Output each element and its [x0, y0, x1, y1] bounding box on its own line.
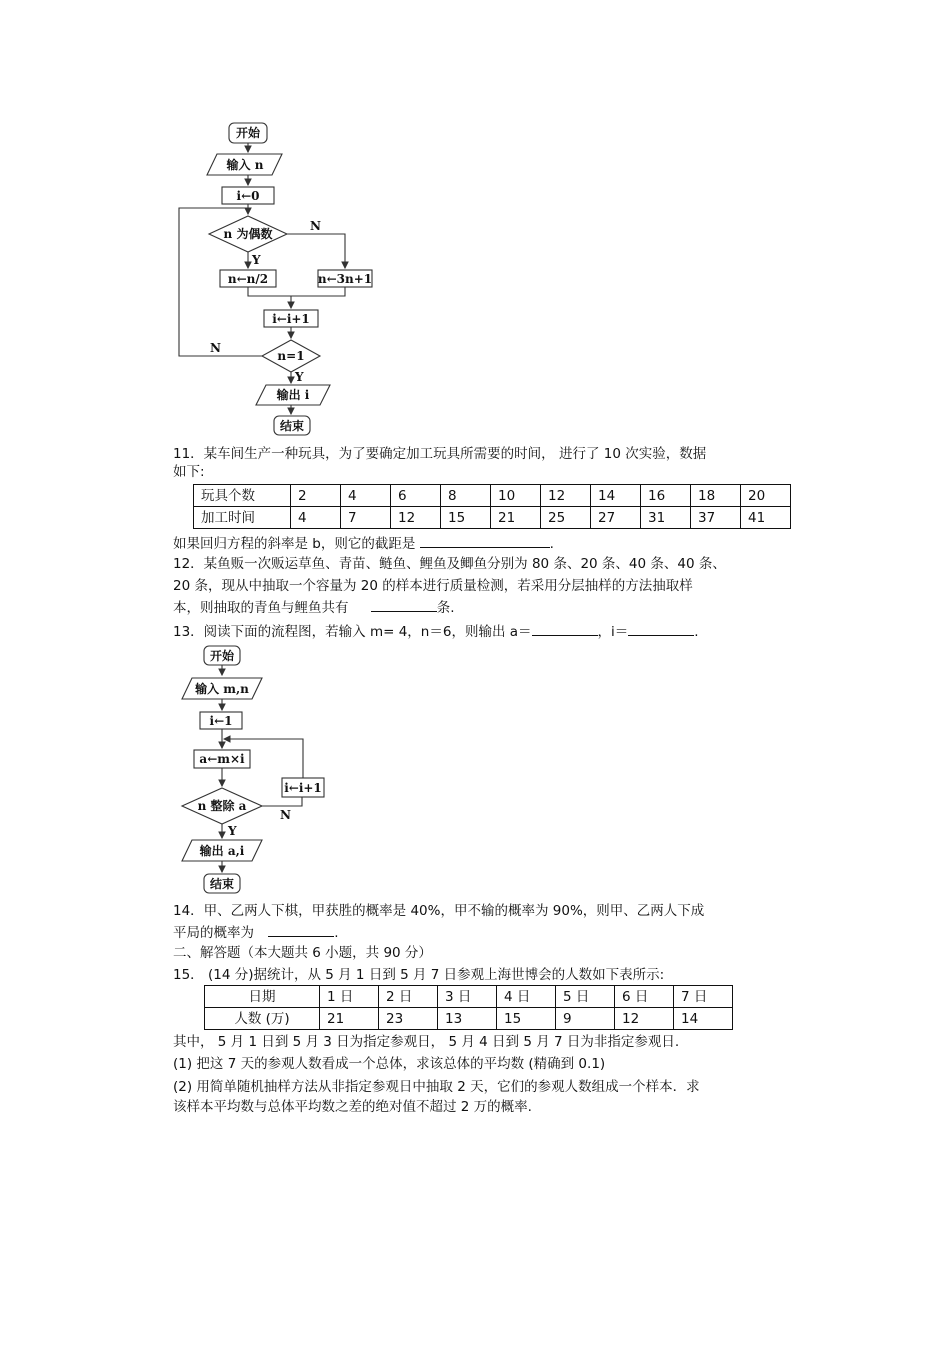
table-cell: 8: [441, 485, 491, 507]
assign-label: a←m×i: [199, 752, 245, 766]
q15-table: [204, 985, 733, 1030]
table-cell: 12: [391, 507, 441, 529]
table-cell: 37: [691, 507, 741, 529]
table-cell: 3 日: [438, 986, 497, 1008]
table-cell: 18: [691, 485, 741, 507]
table-cell: 12: [541, 485, 591, 507]
yes-label: Y: [252, 253, 261, 267]
table-cell: 31: [641, 507, 691, 529]
start-label: 开始: [235, 126, 261, 140]
q12-line3: [173, 597, 455, 617]
answer-blank-i: [628, 621, 694, 636]
table-cell: 5 日: [556, 986, 615, 1008]
triple-label: n←3n+1: [317, 272, 373, 286]
table-cell: 21: [320, 1008, 379, 1030]
q13-mid: ，i＝: [597, 624, 629, 640]
table-cell: 9: [556, 1008, 615, 1030]
q13-line: [173, 621, 699, 641]
no-label: N: [310, 219, 321, 233]
q14-line2-text: 平局的概率为: [173, 925, 254, 941]
output-label: 输出 i: [276, 388, 310, 402]
q11-table: [193, 484, 791, 529]
table-cell: 13: [438, 1008, 497, 1030]
table-cell: 15: [441, 507, 491, 529]
table-cell: 6 日: [615, 986, 674, 1008]
q11-line1: 11．某车间生产一种玩具，为了要确定加工玩具所需要的时间， 进行了 10 次实验，数据: [173, 446, 707, 462]
q15-line1: 15． (14 分)据统计，从 5 月 1 日到 5 月 7 日参观上海世博会的人数如下表所示:: [173, 967, 665, 983]
q14-line1: 14．甲、乙两人下棋，甲获胜的概率是 40%，甲不输的概率为 90%，则甲、乙两人下成: [173, 903, 705, 919]
q13-end: .: [694, 624, 699, 640]
table-cell: 4 日: [497, 986, 556, 1008]
table-cell: 2: [291, 485, 341, 507]
table-row: [194, 507, 791, 529]
table-cell: 41: [741, 507, 791, 529]
q11-after-text: 如果回归方程的斜率是 b，则它的截距是: [173, 536, 416, 552]
table-cell: 12: [615, 1008, 674, 1030]
table-cell: 加工时间: [194, 507, 291, 529]
increment-label: i←i+1: [284, 781, 322, 795]
q14-line2-end: .: [334, 925, 339, 941]
answer-blank: [371, 597, 437, 612]
flowchart-divisor: [180, 642, 340, 897]
end-label: 结束: [209, 877, 235, 891]
answer-blank: [420, 533, 550, 548]
q12-line3-end: 条.: [436, 600, 455, 616]
output-label: 输出 a,i: [199, 844, 245, 858]
table-cell: 20: [741, 485, 791, 507]
table-cell: 14: [674, 1008, 733, 1030]
q15-line3: (1) 把这 7 天的参观人数看成一个总体，求该总体的平均数 (精确到 0.1): [173, 1056, 606, 1072]
table-cell: 21: [491, 507, 541, 529]
table-row: [205, 1008, 733, 1030]
q15-line4: (2) 用简单随机抽样方法从非指定参观日中抽取 2 天，它们的参观人数组成一个样本．求: [173, 1079, 700, 1095]
table-row: [194, 485, 791, 507]
table-cell: 7 日: [674, 986, 733, 1008]
table-cell: 人数 (万): [205, 1008, 320, 1030]
answer-blank: [268, 922, 334, 937]
q12-line1: 12．某鱼贩一次贩运草鱼、青苗、鲢鱼、鲤鱼及鲫鱼分别为 80 条、20 条、40 条、40 条、: [173, 556, 726, 572]
q15-line2: 其中， 5 月 1 日到 5 月 3 日为指定参观日， 5 月 4 日到 5 月 7 日为非指定参观日.: [173, 1034, 680, 1050]
table-cell: 27: [591, 507, 641, 529]
loop-no-label: N: [210, 341, 221, 355]
q12-line3-text: 本，则抽取的青鱼与鲤鱼共有: [173, 600, 349, 616]
init-label: i←0: [236, 189, 260, 203]
answer-blank-a: [532, 621, 598, 636]
flowchart-collatz: [160, 118, 400, 438]
table-cell: 6: [391, 485, 441, 507]
input-label: 输入 m,n: [195, 682, 249, 696]
q15-line5: 该样本平均数与总体平均数之差的绝对值不超过 2 万的概率.: [173, 1099, 532, 1115]
end-label: 结束: [279, 419, 305, 433]
increment-label: i←i+1: [272, 312, 310, 326]
yes2-label: Y: [295, 370, 304, 384]
table-cell: 4: [341, 485, 391, 507]
yes-label: Y: [228, 824, 237, 838]
init-label: i←1: [209, 714, 233, 728]
table-cell: 23: [379, 1008, 438, 1030]
section-heading: 二、解答题（本大题共 6 小题，共 90 分）: [173, 945, 432, 961]
no-label: N: [280, 808, 291, 822]
decision-label: n 整除 a: [197, 799, 247, 813]
q12-line2: 20 条，现从中抽取一个容量为 20 的样本进行质量检测，若采用分层抽样的方法抽取样: [173, 578, 693, 594]
start-label: 开始: [209, 649, 235, 663]
q13-text: 13．阅读下面的流程图，若输入 m= 4，n＝6，则输出 a＝: [173, 624, 532, 640]
q14-line2: [173, 922, 339, 942]
table-cell: 10: [491, 485, 541, 507]
table-cell: 4: [291, 507, 341, 529]
decision-even-label: n 为偶数: [223, 227, 273, 241]
table-cell: 日期: [205, 986, 320, 1008]
table-cell: 玩具个数: [194, 485, 291, 507]
table-cell: 2 日: [379, 986, 438, 1008]
table-cell: 15: [497, 1008, 556, 1030]
table-cell: 16: [641, 485, 691, 507]
table-cell: 14: [591, 485, 641, 507]
q11-after-end: .: [549, 536, 554, 552]
decision-one-label: n=1: [277, 349, 305, 363]
table-cell: 1 日: [320, 986, 379, 1008]
q11-after: [173, 533, 554, 553]
table-row: [205, 986, 733, 1008]
halve-label: n←n/2: [227, 272, 269, 286]
input-label: 输入 n: [226, 158, 264, 172]
table-cell: 25: [541, 507, 591, 529]
q11-line2: 如下:: [173, 464, 205, 480]
table-cell: 7: [341, 507, 391, 529]
